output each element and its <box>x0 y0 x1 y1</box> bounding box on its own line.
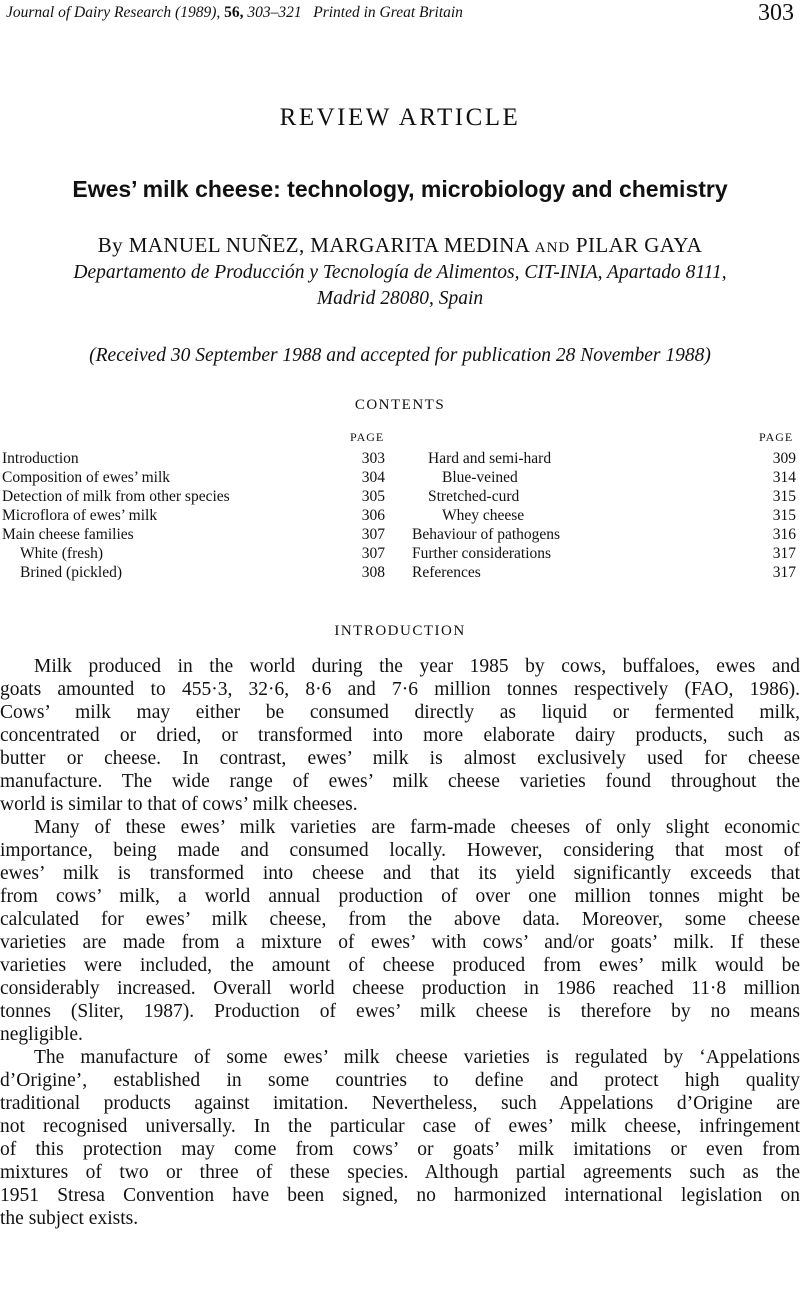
contents-entry <box>0 545 400 564</box>
author-names-2: PILAR GAYA <box>575 233 703 257</box>
body-line: importance, being made and consumed locally. However, considering that most of <box>0 840 800 861</box>
body-line: traditional products against imitation. Nevertheless, such Appelations d’Origine are <box>0 1093 800 1114</box>
body-line: butter or cheese. In contrast, ewes’ milk is almost exclusively used for cheese <box>0 748 800 769</box>
contents-entry <box>412 545 800 564</box>
contents-entry <box>0 450 400 469</box>
contents-entry-label: Detection of milk from other species <box>2 488 230 505</box>
body-line: goats amounted to 455·3, 32·6, 8·6 and 7·6 million tonnes respectively (FAO, 1986). <box>0 679 800 700</box>
body-line: negligible. <box>0 1024 83 1045</box>
body-line: Milk produced in the world during the year 1985 by cows, buffaloes, ewes and <box>34 656 800 677</box>
article-title: Ewes’ milk cheese: technology, microbiology and chemistry <box>72 176 728 202</box>
contents-entry-page: 303 <box>361 450 385 467</box>
journal-name: Journal of Dairy Research <box>6 4 172 21</box>
journal-pages: 303–321 <box>247 4 302 21</box>
body-line: of this protection may come from cows’ or goats’ milk imitations or even from <box>0 1139 800 1160</box>
contents-entry-page: 315 <box>772 507 796 524</box>
contents-entry <box>412 507 800 526</box>
body-line: concentrated or dried, or transformed into more elaborate dairy products, such as <box>0 725 800 746</box>
contents-entry-page: 315 <box>772 488 796 505</box>
contents-entry-page: 304 <box>361 469 385 486</box>
contents-entry-page: 316 <box>772 526 796 543</box>
body-line: manufacture. The wide range of ewes’ milk cheese varieties found throughout the <box>0 771 800 792</box>
contents-entry-label: Blue-veined <box>442 469 518 486</box>
body-line: The manufacture of some ewes’ milk cheese varieties is regulated by ‘Appelations <box>34 1047 800 1068</box>
page-number: 303 <box>758 0 794 26</box>
author-by: By <box>97 233 124 257</box>
body-line: world is similar to that of cows’ milk cheeses. <box>0 794 358 815</box>
contents-entry-label: Further considerations <box>412 545 552 562</box>
journal-year: (1989), <box>175 4 221 21</box>
body-line: Many of these ewes’ milk varieties are farm-made cheeses of only slight economic <box>34 817 800 838</box>
contents-entry <box>412 450 800 469</box>
contents-heading: CONTENTS <box>354 397 446 413</box>
contents-entry-label: Whey cheese <box>442 507 525 524</box>
body-text <box>0 655 800 1230</box>
author-names-1: MANUEL NUÑEZ, MARGARITA MEDINA <box>128 233 530 257</box>
contents-entry-label: References <box>412 564 481 581</box>
contents-entry <box>0 469 400 488</box>
contents-entry-page: 309 <box>772 450 796 467</box>
contents-entry <box>412 469 800 488</box>
body-line: considerably increased. Overall world cheese production in 1986 reached 11·8 million <box>0 978 800 999</box>
page-column-label-left: PAGE <box>350 430 385 444</box>
contents-entry <box>0 526 400 545</box>
contents-entry <box>0 488 400 507</box>
contents-entry-label: Main cheese families <box>2 526 134 543</box>
contents-entry-page: 314 <box>772 469 796 486</box>
contents-entry <box>412 564 800 583</box>
contents-entry <box>0 507 400 526</box>
author-line <box>0 233 800 258</box>
body-line: 1951 Stresa Convention have been signed, no harmonized international legislation on <box>0 1185 800 1206</box>
body-line: varieties are made from a mixture of ewes’ with cows’ and/or goats’ milk. If these <box>0 932 800 953</box>
body-line: the subject exists. <box>0 1208 139 1229</box>
contents-entry-page: 308 <box>361 564 385 581</box>
body-line: not recognised universally. In the particular case of ewes’ milk cheese, infringement <box>0 1116 800 1137</box>
contents-entry-label: Stretched-curd <box>428 488 520 505</box>
contents-entry-label: Introduction <box>2 450 79 467</box>
introduction-heading: INTRODUCTION <box>334 623 466 639</box>
contents-entry-label: White (fresh) <box>20 545 104 562</box>
contents-entry <box>412 488 800 507</box>
contents-entry-page: 307 <box>361 526 385 543</box>
body-line: tonnes (Sliter, 1987). Production of ewes’ milk cheese is therefore by no means <box>0 1001 800 1022</box>
body-line: ewes’ milk is transformed into cheese and that its yield significantly exceeds that <box>0 863 800 884</box>
journal-citation <box>6 4 463 22</box>
contents-entry-page: 306 <box>361 507 385 524</box>
table-of-contents <box>0 430 800 590</box>
section-label: REVIEW ARTICLE <box>279 104 521 131</box>
contents-entry-label: Brined (pickled) <box>20 564 123 581</box>
body-line: varieties were included, the amount of cheese produced from ewes’ milk would be <box>0 955 800 976</box>
running-header <box>6 2 794 26</box>
body-line: mixtures of two or three of these species. Although partial agreements such as the <box>0 1162 800 1183</box>
contents-entry-label: Microflora of ewes’ milk <box>2 507 158 524</box>
contents-entry-page: 305 <box>361 488 385 505</box>
contents-entry-label: Hard and semi-hard <box>428 450 552 467</box>
contents-entry <box>412 526 800 545</box>
contents-entry-page: 317 <box>772 564 796 581</box>
body-line: Cows’ milk may either be consumed directly as liquid or fermented milk, <box>0 702 800 723</box>
contents-entry-label: Behaviour of pathogens <box>412 526 561 543</box>
body-line: d’Origine’, established in some countries to define and protect high quality <box>0 1070 800 1091</box>
affiliation-line-2: Madrid 28080, Spain <box>316 288 484 309</box>
contents-entry-label: Composition of ewes’ milk <box>2 469 171 486</box>
journal-volume: 56, <box>224 4 244 21</box>
affiliation-line-1: Departamento de Producción y Tecnología de Alimentos, CIT-INIA, Apartado 8111, <box>73 262 727 283</box>
body-line: from cows’ milk, a world annual production of over one million tonnes might be <box>0 886 800 907</box>
contents-entry-page: 317 <box>772 545 796 562</box>
received-note: (Received 30 September 1988 and accepted for publication 28 November 1988) <box>89 345 711 366</box>
body-line: calculated for ewes’ milk cheese, from the above data. Moreover, some cheese <box>0 909 800 930</box>
printed-note: Printed in Great Britain <box>313 4 463 21</box>
contents-entry <box>0 564 400 583</box>
author-and: AND <box>534 240 571 256</box>
page-column-label-right: PAGE <box>759 430 794 444</box>
contents-entry-page: 307 <box>361 545 385 562</box>
